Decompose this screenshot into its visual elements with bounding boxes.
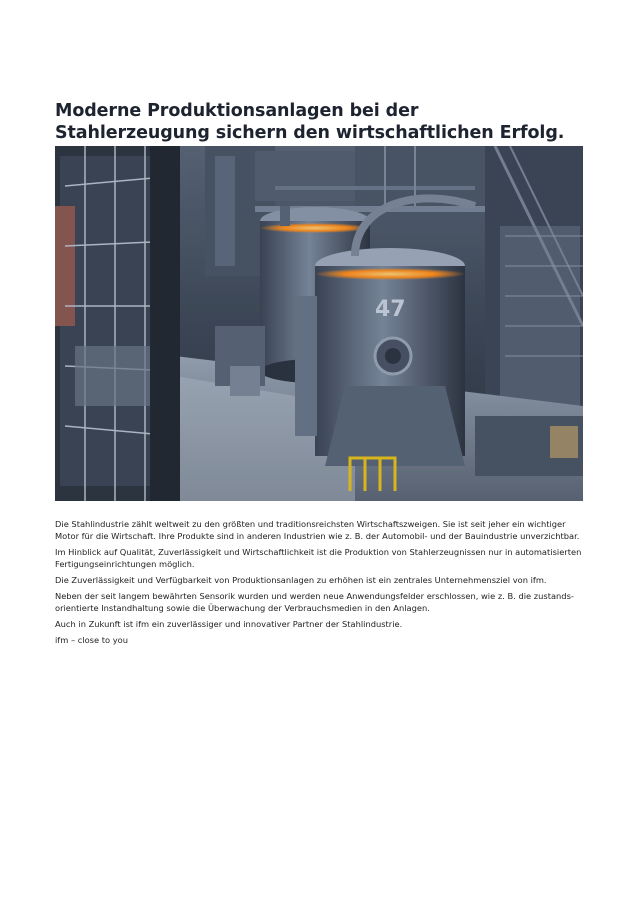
paragraph-line: Fertigungseinrichtungen möglich. bbox=[55, 559, 195, 570]
paragraph-line: Die Stahlindustrie zählt weltweit zu den größten und traditionsreichsten Wirtschaftszweigen. Sie ist seit jeher ein wichtiger bbox=[55, 519, 566, 529]
paragraph-line: Motor für die Wirtschaft. Ihre Produkte sind in anderen Industrien wie z. B. der Automobil- und der Bauindustrie unverzichtbar. bbox=[55, 531, 580, 542]
body-paragraph-5 bbox=[55, 618, 585, 630]
paragraph-line: Auch in Zukunft ist ifm ein zuverlässiger und innovativer Partner der Stahlindustrie. bbox=[55, 618, 403, 629]
steel-plant-illustration bbox=[55, 146, 583, 501]
paragraph-line: orientierte Instandhaltung sowie die Überwachung der Verbrauchsmedien in den Anlagen. bbox=[55, 603, 430, 613]
paragraph-line: Im Hinblick auf Qualität, Zuverlässigkeit und Wirtschaftlichkeit ist die Produktion von Stahlerzeugnissen nur in automatisierten bbox=[55, 547, 582, 557]
body-text bbox=[55, 518, 585, 649]
paragraph-line: Die Zuverlässigkeit und Verfügbarkeit von Produktionsanlagen zu erhöhen ist ein zentrales Unternehmensziel von ifm. bbox=[55, 575, 547, 585]
steel-plant-photo bbox=[55, 146, 583, 501]
body-paragraph-3 bbox=[55, 574, 585, 586]
page-headline bbox=[55, 100, 595, 144]
paragraph-line: ifm – close to you bbox=[55, 634, 128, 645]
headline-line-1: Moderne Produktionsanlagen bei der bbox=[55, 100, 419, 121]
body-paragraph-1 bbox=[55, 518, 585, 542]
headline-line-2: Stahlerzeugung sichern den wirtschaftlichen Erfolg. bbox=[55, 122, 565, 143]
body-paragraph-4 bbox=[55, 590, 585, 614]
vessel-marking: 47 bbox=[375, 297, 406, 322]
body-paragraph-6 bbox=[55, 634, 585, 646]
body-paragraph-2 bbox=[55, 546, 585, 570]
paragraph-line: Neben der seit langem bewährten Sensorik wurden und werden neue Anwendungsfelder erschlossen, wie z. B. die zustands- bbox=[55, 590, 574, 601]
